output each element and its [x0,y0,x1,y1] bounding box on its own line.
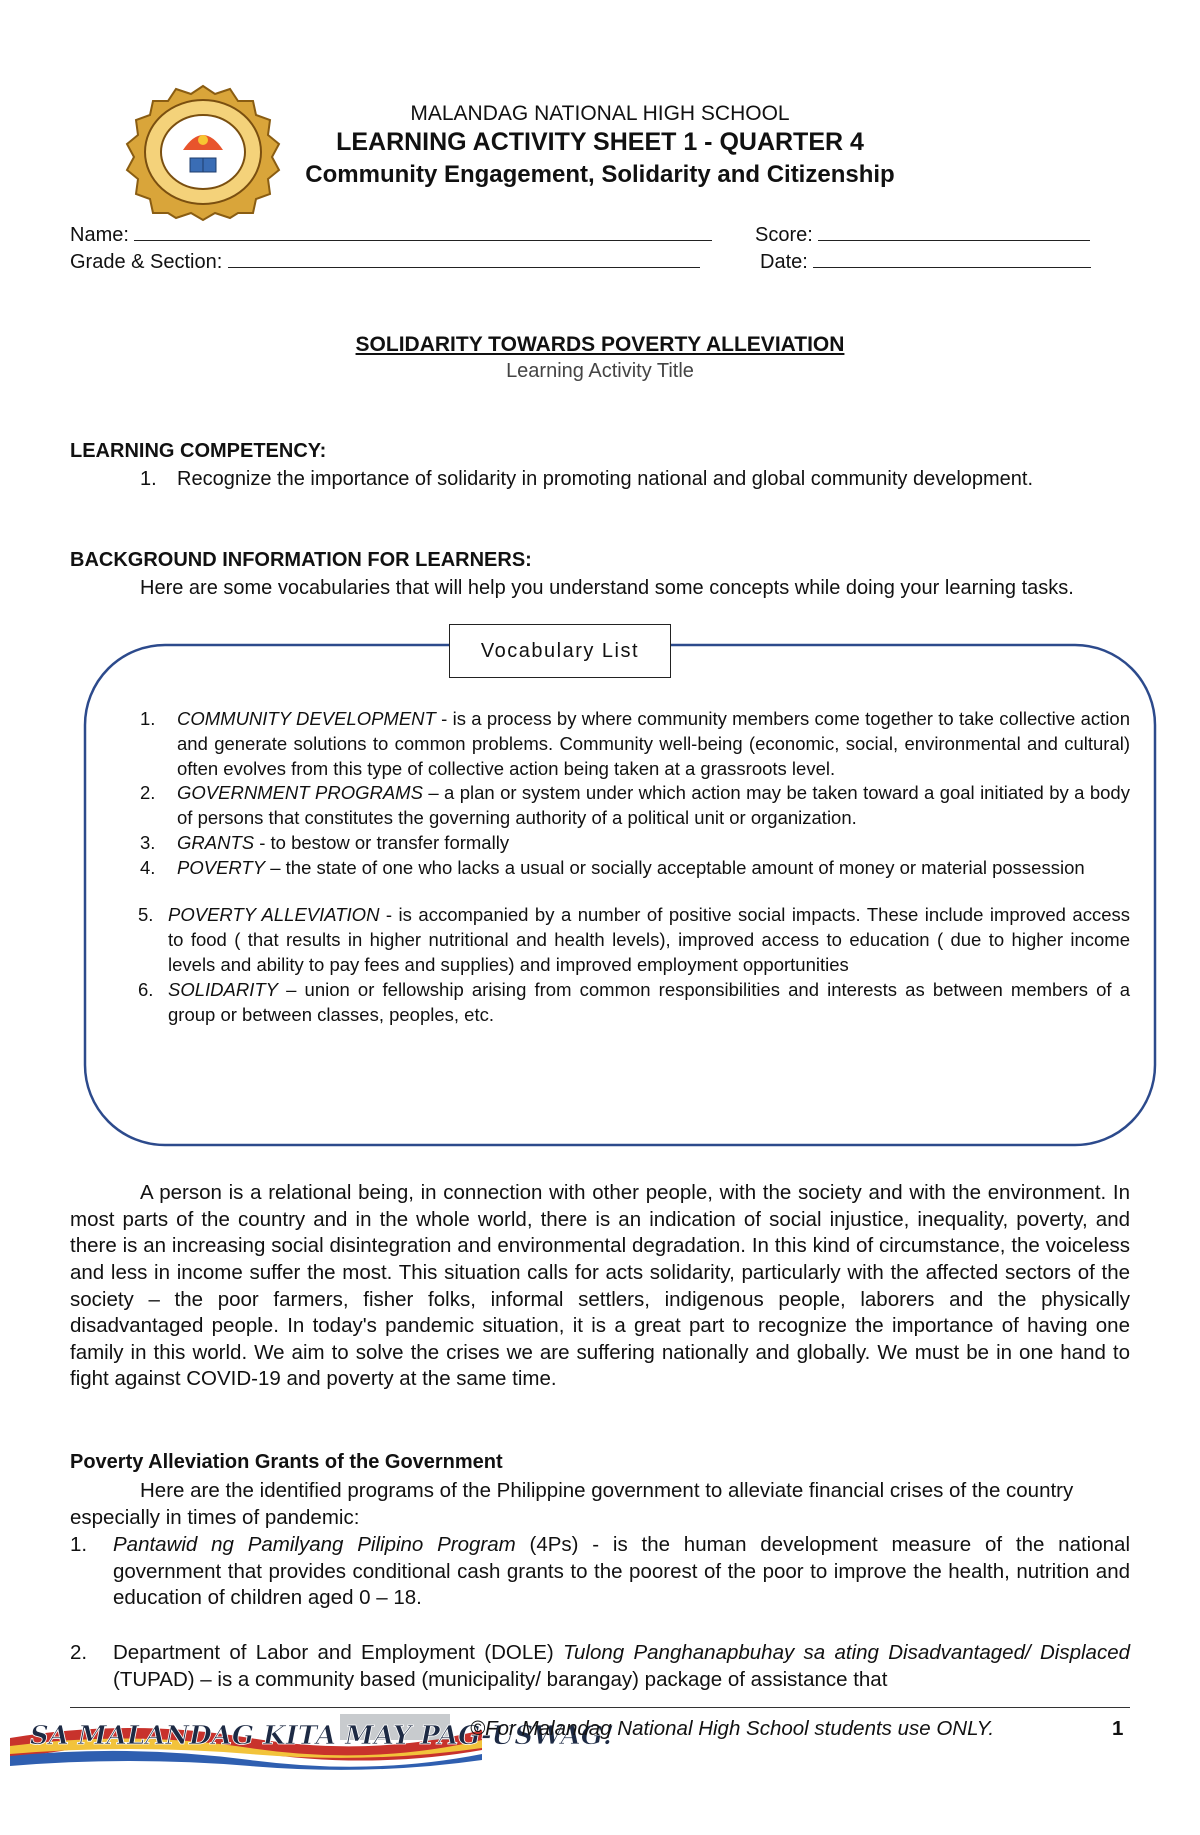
vocab-term: COMMUNITY DEVELOPMENT [177,708,436,729]
grant-description: (4Ps) - is the human development measure of the national government that provides conditional cash grants to the poorest of the poor to improve the health, nutrition and education of children aged 0 – 18. [113,1533,1130,1610]
competency-heading: LEARNING COMPETENCY: [70,440,327,462]
name-field [70,222,712,248]
vocab-term: GOVERNMENT PROGRAMS [177,782,423,804]
grants-intro: Here are the identified programs of the Philippine government to alleviate financial crises of the country especially in times of pandemic: [70,1479,1074,1529]
vocab-definition: – union or fellowship arising from common responsibilities and interests as between members of a group or between classes, peoples, etc. [168,978,1130,1025]
vocab-term: SOLIDARITY [168,978,278,1000]
grant-program-name: Tulong Panghanapbuhay sa ating Disadvantaged/ Displaced [563,1641,1130,1664]
grant-program-name: Pantawid ng Pamilyang Pilipino Program [113,1533,516,1556]
date-field [760,249,1091,275]
grant-description: (TUPAD) – is a community based (municipality/ barangay) package of assistance that [113,1667,888,1691]
subject-title: Community Engagement, Solidarity and Citizenship [305,161,895,188]
vocab-number: 6. [138,978,154,1000]
grant-item [70,1640,1130,1693]
vocab-definition: - to bestow or transfer formally [254,831,510,853]
vocab-item [130,707,1130,781]
background-intro: Here are some vocabularies that will help you understand some concepts while doing your learning tasks. [140,577,1074,599]
school-name: MALANDAG NATIONAL HIGH SCHOOL [410,102,790,125]
vocab-number: 3. [140,831,156,853]
vocab-number: 5. [138,904,154,926]
svg-text:SA MALANDAG KITA MAY PAG-USWAG: SA MALANDAG KITA MAY PAG-USWAG! [30,1721,615,1751]
page-number: 1 [1112,1717,1124,1740]
background-heading: BACKGROUND INFORMATION FOR LEARNERS: [70,549,532,571]
school-motto-banner [10,1708,615,1778]
competency-text: Recognize the importance of solidarity in promoting national and global community development. [177,468,1034,490]
vocab-item [130,781,1130,831]
date-blank[interactable] [813,249,1091,268]
vocab-term: POVERTY ALLEVIATION [168,904,380,926]
vocab-definition: – the state of one who lacks a usual or socially acceptable amount of money or material possession [265,856,1085,878]
vocab-term: POVERTY [177,856,266,878]
vocab-item [130,978,1130,1028]
grant-number: 2. [70,1641,88,1664]
grant-text [113,1532,1130,1612]
grant-text [113,1640,1130,1693]
body-paragraph: A person is a relational being, in connection with other people, with the society and with the environment. In most parts of the country and in the whole world, there is an indication of social injustice, inequality, poverty, and there is an increasing social disintegration and environmental degradation. In this kind of circumstance, the voiceless and less in income suffer the most. This situation calls for acts solidarity, particularly with the affected sectors of the society – the poor farmers, fisher folks, informal settlers, indigenous people, laborers and the physically disadvantaged people. In today's pandemic situation, it is a great part to recognize the importance of having one family in this world. We aim to solve the crises we are suffering nationally and globally. We must be in one hand to fight against COVID-19 and poverty at the same time. [70,1181,1130,1391]
vocab-definition: - is a process by where community members come together to take collective action and generate solutions to common problems. Community well-being (economic, social, environmental and cultural) often evolves from this type of collective action being taken at a grassroots level. [177,708,1130,779]
competency-item [140,467,1080,492]
grant-item [70,1532,1130,1612]
footer-note: ©For Malandag National High School students use ONLY. [470,1717,995,1740]
grade-section-label: Grade & Section: [70,251,223,273]
score-blank[interactable] [818,222,1090,241]
vocabulary-list [130,707,1130,1027]
sheet-title: LEARNING ACTIVITY SHEET 1 - QUARTER 4 [336,128,864,156]
activity-subtitle: Learning Activity Title [506,360,694,382]
vocab-item [130,903,1130,977]
vocab-item [130,831,1130,856]
activity-title: SOLIDARITY TOWARDS POVERTY ALLEVIATION [355,333,845,356]
grade-section-blank[interactable] [228,249,700,268]
score-field [755,222,1090,248]
vocab-number: 2. [140,782,156,804]
vocab-number: 1. [140,708,156,729]
vocabulary-box-title: Vocabulary List [449,624,671,678]
score-label: Score: [755,224,813,246]
grant-number: 1. [70,1533,88,1556]
vocab-definition: - is accompanied by a number of positive social impacts. These include improved access to food ( that results in higher nutritional and health levels), improved access to education ( due to higher income levels and ability to pay fees and supplies) and improved employment opportunities [168,904,1131,976]
grade-section-field [70,249,700,275]
vocab-definition: – a plan or system under which action may be taken toward a goal initiated by a body of persons that constitutes the governing authority of a political unit or organization. [177,782,1130,829]
grants-heading: Poverty Alleviation Grants of the Government [70,1451,503,1473]
vocab-item [130,856,1130,881]
vocab-term: GRANTS [177,831,255,853]
date-label: Date: [760,251,808,273]
grant-agency: Department of Labor and Employment (DOLE) [113,1641,564,1664]
vocab-number: 4. [140,856,156,878]
name-label: Name: [70,224,129,246]
competency-number: 1. [140,468,157,490]
name-blank[interactable] [134,222,712,241]
